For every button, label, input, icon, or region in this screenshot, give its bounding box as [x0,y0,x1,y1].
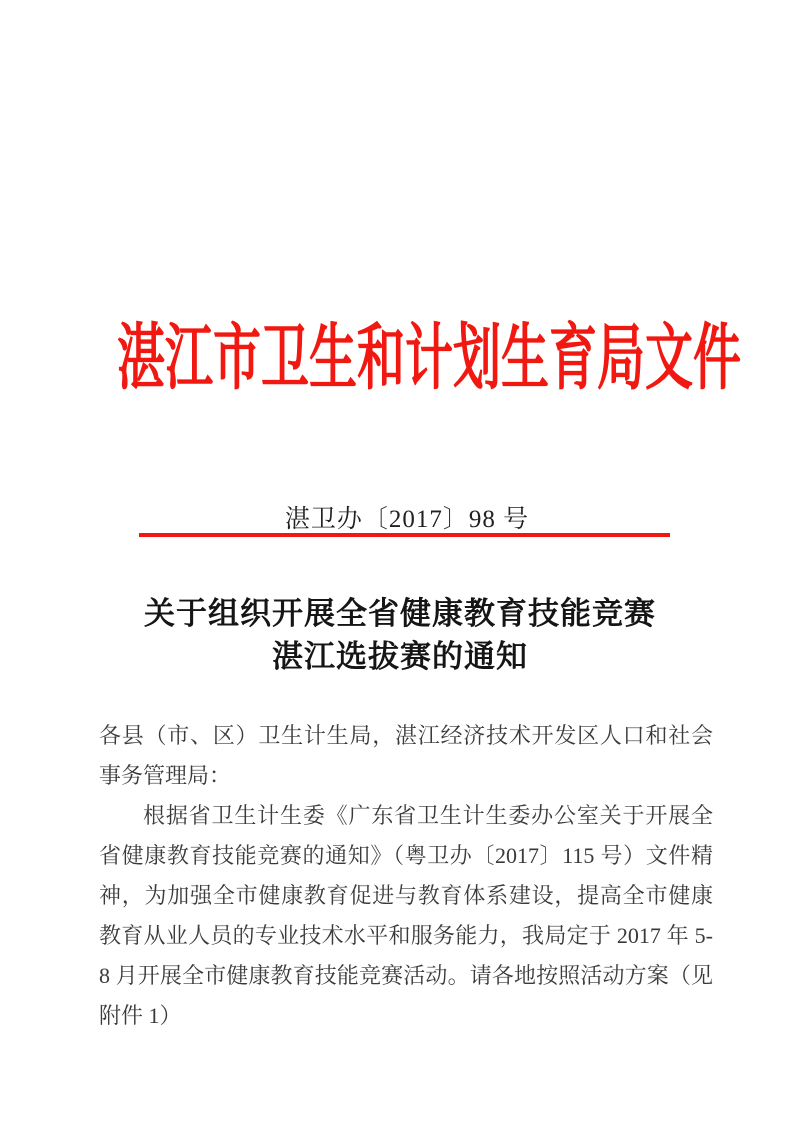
document-title-line1: 关于组织开展全省健康教育技能竞赛 [144,596,656,631]
salutation-paragraph: 各县（市、区）卫生计生局，湛江经济技术开发区人口和社会事务管理局： [99,723,713,788]
doc-number: 湛卫办〔2017〕98 号 [284,506,530,533]
document-title [0,592,800,678]
document-body [99,716,713,1036]
document-title-line2: 湛江选拔赛的通知 [272,639,528,674]
red-divider-line [139,533,670,537]
agency-banner [0,319,800,399]
agency-banner-text: 湛江市卫生和计划生育局文件 [116,319,741,399]
body-paragraph: 根据省卫生计生委《广东省卫生计生委办公室关于开展全省健康教育技能竞赛的通知》（粤卫办〔2017〕115 号）文件精神，为加强全市健康教育促进与教育体系建设，提高全市健康教育从业人员的专业技术水平和服务能力，我局定于 2017 年 5-8 月开展全市健康教育技能竞赛活动。请各地按照活动方案（见附件 1） [99,803,713,1028]
